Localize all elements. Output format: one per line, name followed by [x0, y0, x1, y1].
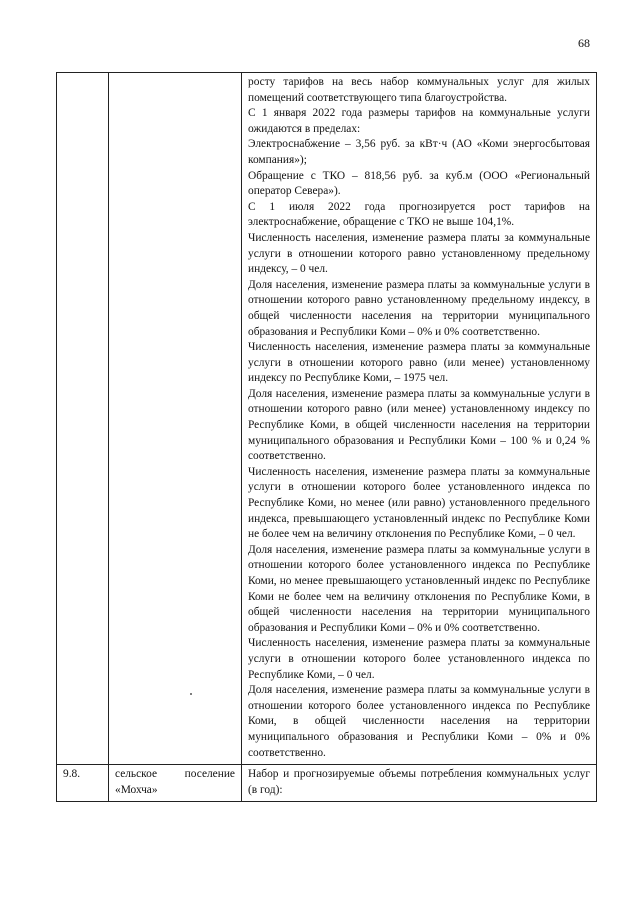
row-number: 9.8. [57, 765, 109, 802]
paragraph: Доля населения, изменение размера платы за коммунальные услуги в отношении которого более установленного индекса по Республике Коми, но менее превышающего установленный индекс по Республике Коми не более чем на величину отклонения по Республике Коми, в общей численности населения на территории муниципального образования и Республики Коми – 0% и 0% соответственно. [248, 543, 590, 634]
paragraph: Доля населения, изменение размера платы за коммунальные услуги в отношении которого более установленного индекса по Республике Коми, в общей численности населения на территории муниципального образования и Республики Коми – 0% и 0% соответственно. [248, 684, 590, 759]
paragraph: Численность населения, изменение размера платы за коммунальные услуги в отношении которого равно установленному предельному индексу, – 0 чел. [248, 231, 590, 276]
paragraph: Обращение с ТКО – 818,56 руб. за куб.м (ООО «Региональный оператор Севера»). [248, 169, 590, 198]
document-table [56, 72, 597, 802]
settlement-line: «Мохча» [115, 783, 158, 796]
settlement-line: сельское поселение [115, 768, 235, 781]
table-row-continuation [57, 73, 597, 765]
cell-settlement-empty [109, 73, 242, 765]
scan-speck [190, 693, 192, 695]
cell-number-empty [57, 73, 109, 765]
table-row-9-8 [57, 765, 597, 802]
paragraph: Электроснабжение – 3,56 руб. за кВт·ч (АО «Коми энергосбытовая компания»); [248, 138, 590, 166]
paragraph: Доля населения, изменение размера платы за коммунальные услуги в отношении которого равно (или менее) установленному индексу по Республике Коми, в общей численности населения на территории муниципального образования и Республики Коми – 100 % и 0,24 % соответственно. [248, 387, 590, 463]
paragraph: Численность населения, изменение размера платы за коммунальные услуги в отношении которого более установленного индекса по Республике Коми, – 0 чел. [248, 637, 590, 681]
paragraph: Набор и прогнозируемые объемы потребления коммунальных услуг (в год): [248, 768, 590, 796]
row-description [242, 765, 597, 802]
cell-description [242, 73, 597, 765]
paragraph: росту тарифов на весь набор коммунальных услуг для жилых помещений соответствующего типа благоустройства. [248, 76, 590, 104]
page-number: 68 [578, 36, 590, 50]
paragraph: С 1 января 2022 года размеры тарифов на коммунальные услуги ожидаются в пределах: [248, 107, 590, 135]
paragraph: Численность населения, изменение размера платы за коммунальные услуги в отношении которого более установленного индекса по Республике Коми, но менее (или равно) установленного предельного индекса, превышающего установленный индекс по Республике Коми не более чем на величину отклонения по Республике Коми, – 0 чел. [248, 465, 590, 541]
paragraph: Численность населения, изменение размера платы за коммунальные услуги в отношении которого равно (или менее) установленному индексу по Республике Коми, – 1975 чел. [248, 341, 590, 385]
paragraph: С 1 июля 2022 года прогнозируется рост тарифов на электроснабжение, обращение с ТКО не выше 104,1%. [248, 200, 590, 229]
settlement-name [109, 765, 242, 802]
paragraph: Доля населения, изменение размера платы за коммунальные услуги в отношении которого равно установленному предельному индексу, в общей численности населения на территории муниципального образования и Республики Коми – 0% и 0% соответственно. [248, 278, 590, 338]
